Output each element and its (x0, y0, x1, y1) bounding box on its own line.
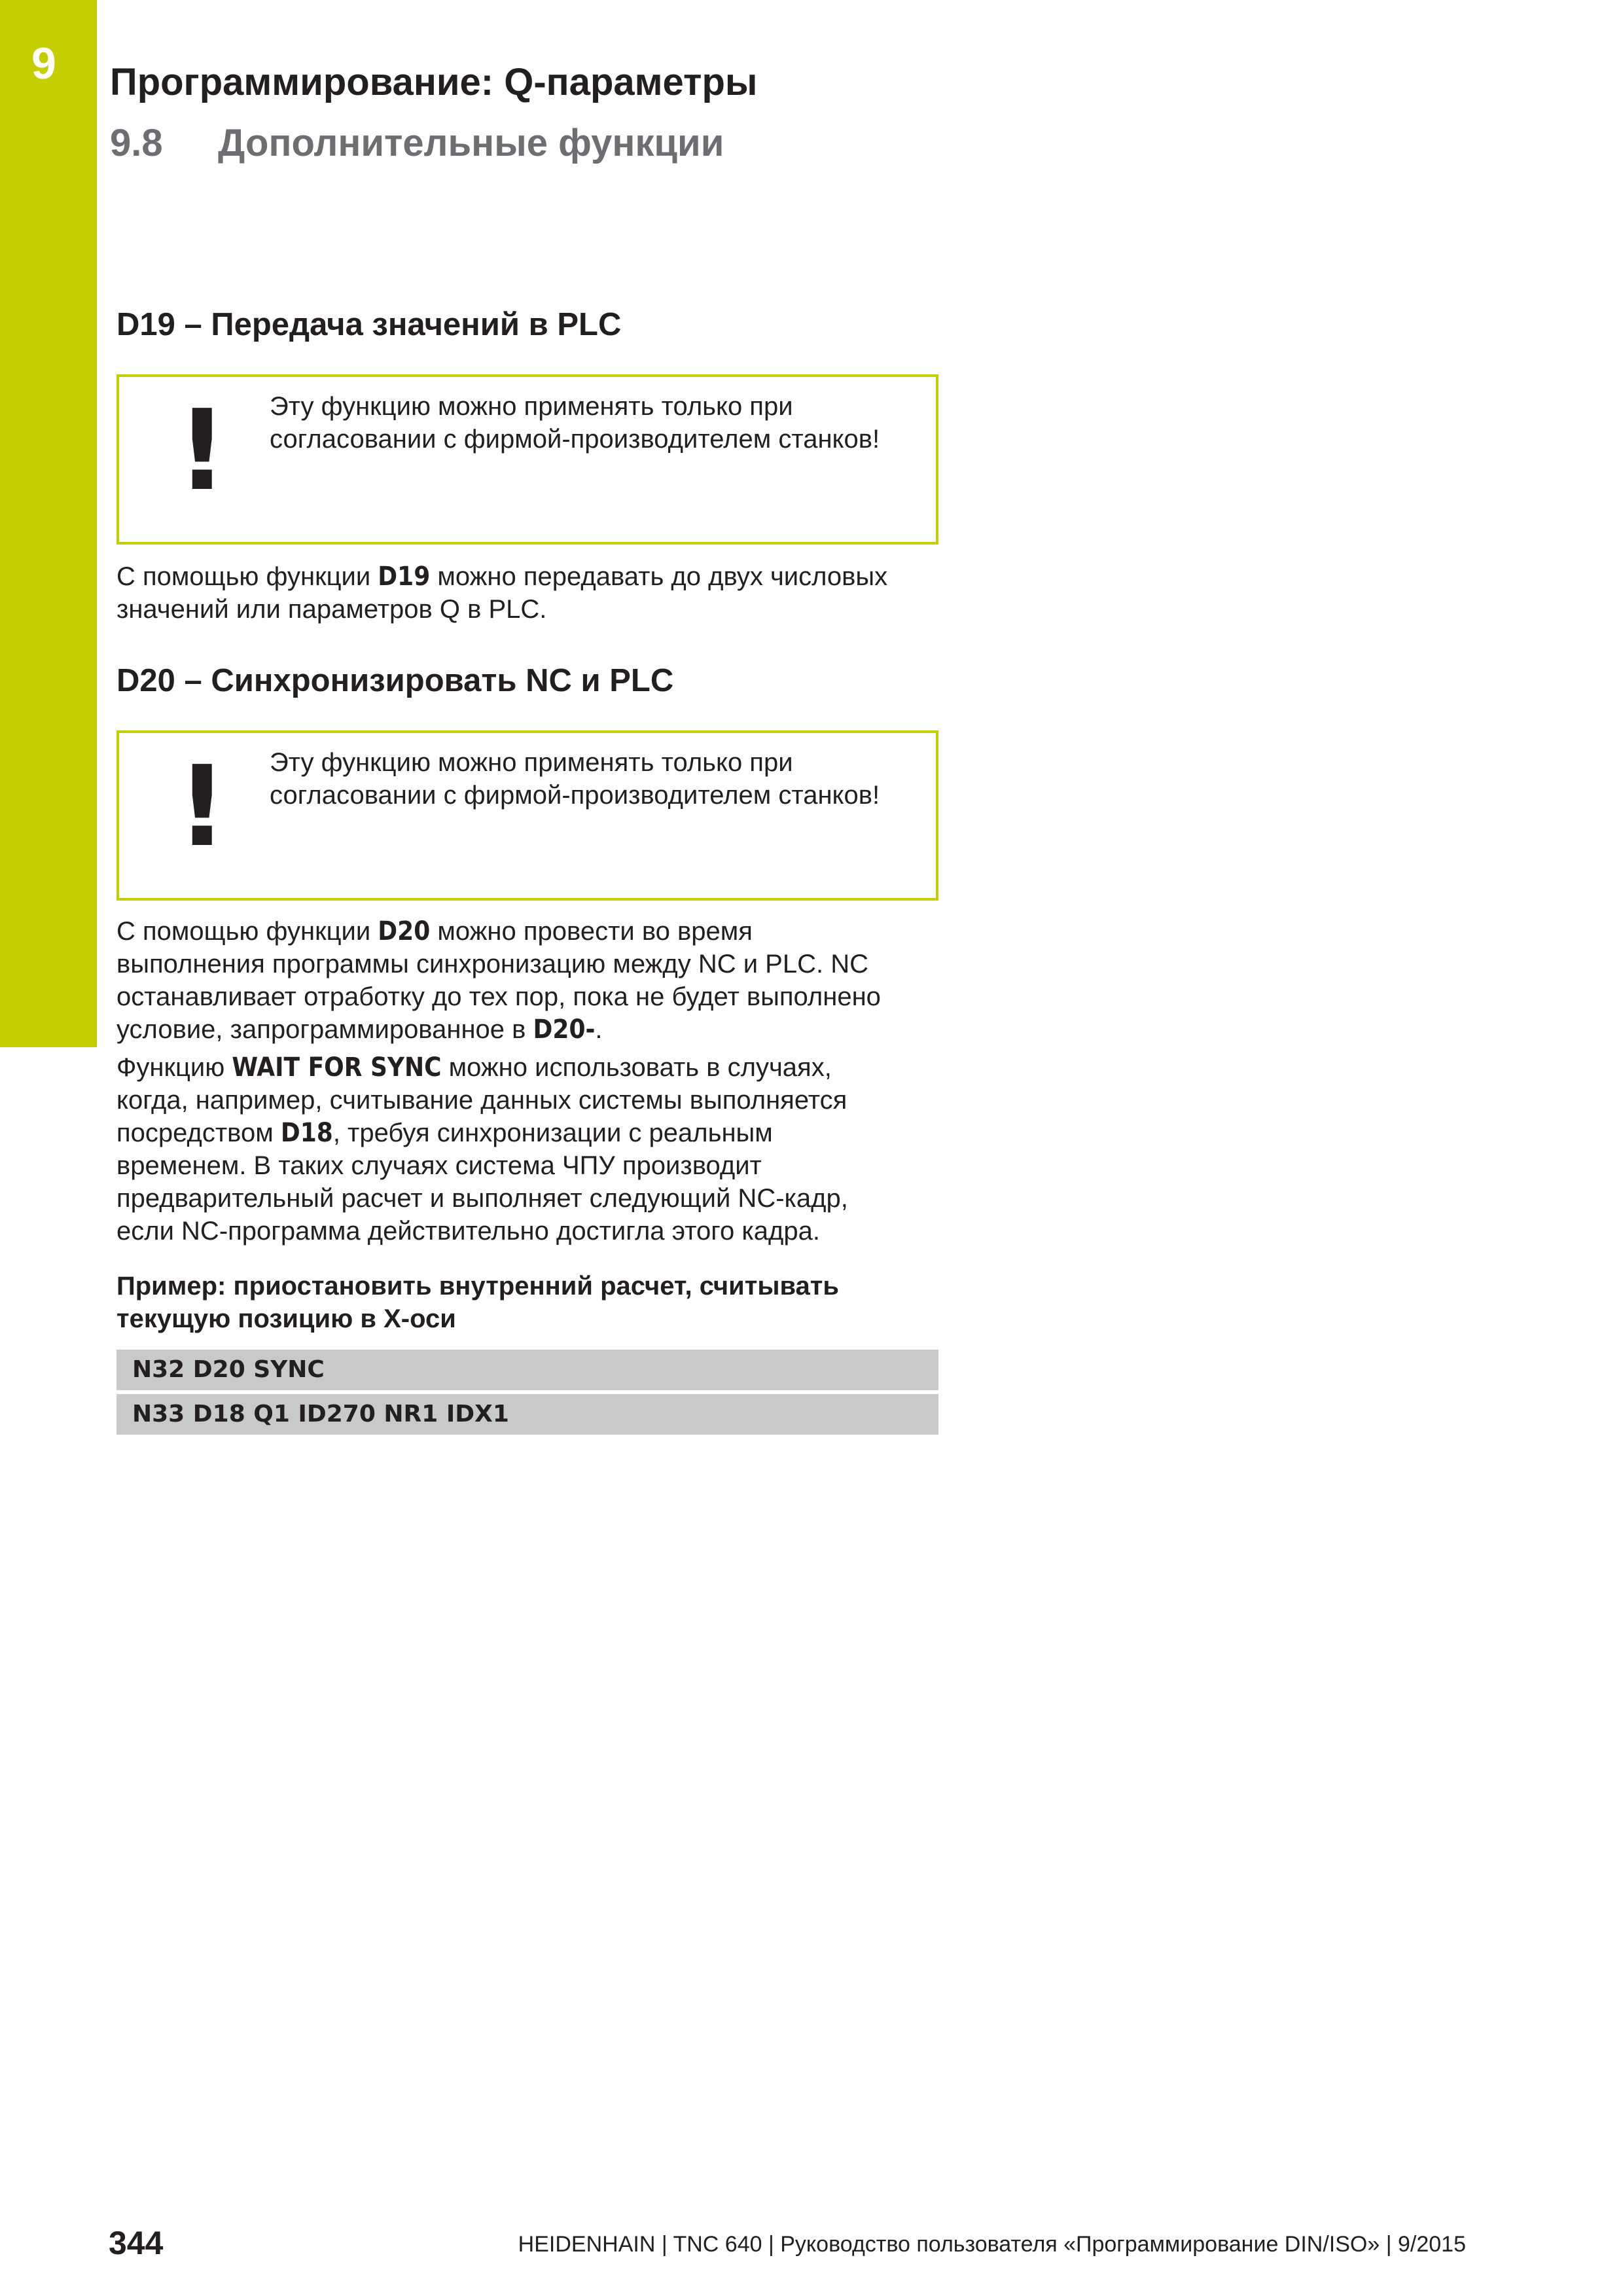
d19-code: D19 (378, 562, 431, 592)
page-number: 344 (109, 2225, 164, 2261)
d20-text: временем. В таких случаях система ЧПУ производит (116, 1151, 762, 1180)
d20-text: условие, запрограммированное в (116, 1015, 533, 1044)
d20-note-box (116, 730, 938, 901)
d20-note-line: Эту функцию можно применять только при (270, 748, 793, 777)
d20-text: можно использовать в случаях, (441, 1053, 832, 1082)
d18-code: D18 (280, 1118, 333, 1148)
d19-note-line: согласовании с фирмой-производителем станков! (270, 425, 880, 454)
d20-text: можно провести во время (430, 917, 753, 946)
exclamation-icon: ! (177, 386, 228, 516)
wait-for-sync-code: WAIT FOR SYNC (232, 1052, 442, 1083)
d20-text: когда, например, считывание данных системы выполняется (116, 1086, 847, 1115)
d20-note-line: согласовании с фирмой-производителем станков! (270, 781, 880, 810)
d20-text: . (595, 1015, 603, 1044)
d20-text: Функцию (116, 1053, 232, 1082)
chapter-title: Программирование: Q-параметры (110, 61, 758, 103)
footer-text: HEIDENHAIN | TNC 640 | Руководство пользователя «Программирование DIN/ISO» | 9/2015 (518, 2232, 1466, 2257)
example-heading-line: текущую позицию в X-оси (116, 1304, 456, 1333)
d20-code: D20 (378, 916, 431, 946)
d20-text: С помощью функции (116, 917, 378, 946)
d20-heading: D20 – Синхронизировать NC и PLC (116, 663, 674, 698)
d20-text: предварительный расчет и выполняет следующий NC-кадр, (116, 1184, 848, 1213)
d20-text: , требуя синхронизации с реальным (332, 1119, 773, 1147)
d20-paragraph-2 (116, 1051, 941, 1247)
section-number: 9.8 (110, 122, 163, 164)
d20-code: D20- (533, 1014, 596, 1045)
chapter-number: 9 (31, 39, 56, 88)
d20-text: останавливает отработку до тех пор, пока не будет выполнено (116, 982, 881, 1011)
code-line: N32 D20 SYNC (116, 1350, 938, 1390)
example-heading-line: Пример: приостановить внутренний расчет, считывать (116, 1272, 839, 1300)
d19-note-text (270, 390, 924, 456)
d20-paragraph-1 (116, 915, 941, 1046)
chapter-side-bar (0, 0, 97, 1047)
d19-text: значений или параметров Q в PLC. (116, 595, 547, 624)
d20-text: выполнения программы синхронизацию между NC и PLC. NC (116, 950, 868, 978)
d19-paragraph (116, 560, 941, 626)
d20-text: посредством (116, 1119, 281, 1147)
d19-note-line: Эту функцию можно применять только при (270, 392, 793, 421)
code-line: N33 D18 Q1 ID270 NR1 IDX1 (116, 1394, 938, 1435)
d19-note-box (116, 374, 938, 545)
d19-heading: D19 – Передача значений в PLC (116, 307, 622, 342)
exclamation-icon: ! (177, 742, 228, 872)
d20-heading-block (116, 662, 941, 699)
d20-text: если NC-программа действительно достигла этого кадра. (116, 1217, 820, 1246)
d19-heading-block (116, 306, 941, 343)
d20-note-text (270, 746, 924, 812)
section-title: Дополнительные функции (218, 122, 724, 164)
d19-text: можно передавать до двух числовых (430, 562, 888, 591)
example-heading (116, 1270, 941, 1335)
section-header (110, 121, 724, 165)
d19-text: С помощью функции (116, 562, 378, 591)
